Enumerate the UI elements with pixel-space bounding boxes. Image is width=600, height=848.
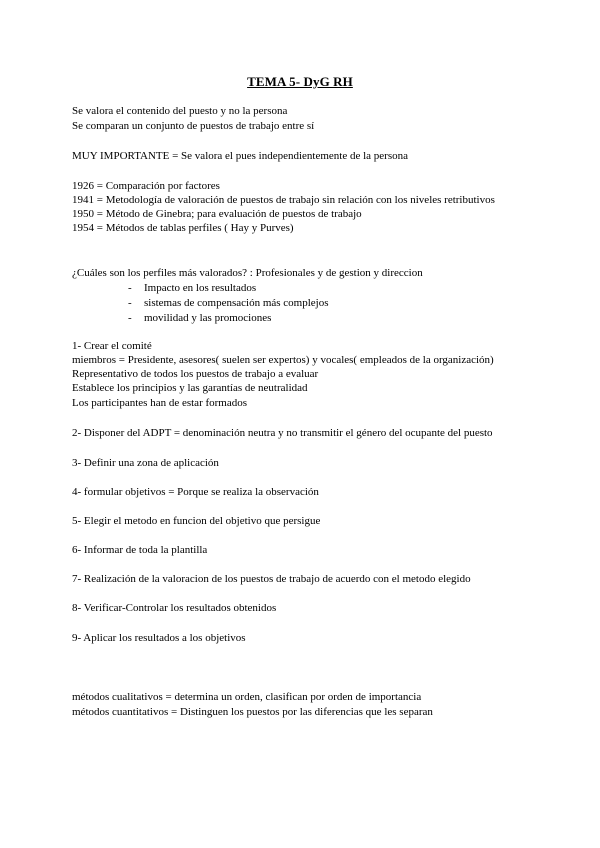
methods-quantitative: métodos cuantitativos = Distinguen los puestos por las diferencias que les separan xyxy=(72,706,433,718)
methods-qualitative: métodos cualitativos = determina un orden, clasifican por orden de importancia xyxy=(72,691,422,703)
step-1-representative: Representativo de todos los puestos de trabajo a evaluar xyxy=(72,368,319,380)
step-2: 2- Disponer del ADPT = denominación neutra y no transmitir el género del ocupante del puesto xyxy=(72,427,493,439)
intro-line-2: Se comparan un conjunto de puestos de trabajo entre sí xyxy=(72,120,315,132)
step-7: 7- Realización de la valoracion de los puestos de trabajo de acuerdo con el metodo elegido xyxy=(72,573,471,585)
step-3: 3- Definir una zona de aplicación xyxy=(72,457,219,469)
step-1-heading: 1- Crear el comité xyxy=(72,340,152,352)
step-9: 9- Aplicar los resultados a los objetivos xyxy=(72,632,246,644)
document-title: TEMA 5- DyG RH xyxy=(247,74,353,89)
bullet-dash: - xyxy=(128,297,132,309)
intro-line-1: Se valora el contenido del puesto y no la persona xyxy=(72,105,288,117)
step-4: 4- formular objetivos = Porque se realiza la observación xyxy=(72,486,319,498)
bullet-item: Impacto en los resultados xyxy=(144,282,257,294)
bullet-dash: - xyxy=(128,282,132,294)
bullet-item: movilidad y las promociones xyxy=(144,312,272,324)
important-note: MUY IMPORTANTE = Se valora el pues independientemente de la persona xyxy=(72,150,408,162)
step-5: 5- Elegir el metodo en funcion del objetivo que persigue xyxy=(72,515,321,527)
history-line-1950: 1950 = Método de Ginebra; para evaluación de puestos de trabajo xyxy=(72,208,362,220)
step-8: 8- Verificar-Controlar los resultados obtenidos xyxy=(72,602,277,614)
history-line-1926: 1926 = Comparación por factores xyxy=(72,180,220,192)
bullet-dash: - xyxy=(128,312,132,324)
step-1-members: miembros = Presidente, asesores( suelen ser expertos) y vocales( empleados de la organización) xyxy=(72,354,494,366)
history-line-1941: 1941 = Metodología de valoración de puestos de trabajo sin relación con los niveles retributivos xyxy=(72,194,495,206)
step-1-participants: Los participantes han de estar formados xyxy=(72,397,248,409)
bullet-item: sistemas de compensación más complejos xyxy=(144,297,329,309)
step-1-principles: Establece los principios y las garantías de neutralidad xyxy=(72,382,308,394)
history-line-1954: 1954 = Métodos de tablas perfiles ( Hay y Purves) xyxy=(72,222,294,234)
step-6: 6- Informar de toda la plantilla xyxy=(72,544,208,556)
profiles-question: ¿Cuáles son los perfiles más valorados? : Profesionales y de gestion y direccion xyxy=(72,267,423,279)
